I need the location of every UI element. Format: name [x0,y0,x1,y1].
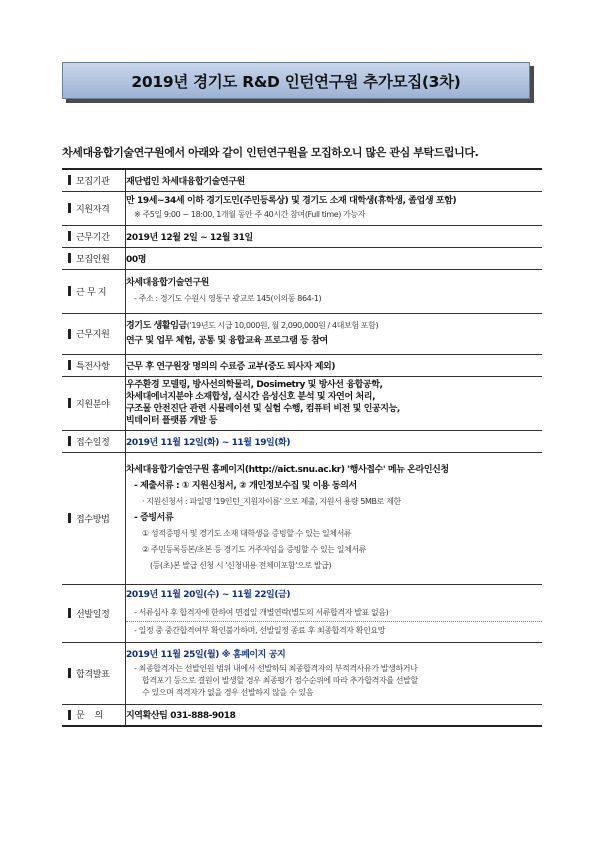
bullet-square-icon [68,286,71,296]
select-value [126,584,543,642]
title-banner [62,62,532,102]
label-cell: 근 무 지 [62,269,126,313]
benefit-value: 근무 후 연구원장 명의의 수료증 교부(중도 퇴사자 제외) [126,354,543,376]
place-value [126,269,543,313]
bullet-square-icon [68,608,71,618]
period-value: 2019년 12월 2일 ~ 12월 31일 [126,225,543,247]
row-benefit [62,354,542,376]
row-method [62,452,542,584]
method-line6: ② 주민등록등본/초본 등 경기도 거주자임을 증빙할 수 있는 일체서류 [142,545,367,554]
support-line1: 경기도 생활임금('19년도 시급 10,000원, 월 2,090,000원 / 4대보험 포함) [126,321,379,331]
bullet-square-icon [68,253,71,263]
result-line4: 수 있으며 적격자가 없을 경우 선발하지 않을 수 있음 [142,687,314,697]
bullet-square-icon [68,398,71,408]
bullet-square-icon [68,513,71,523]
row-support [62,313,542,354]
bullet-square-icon [68,329,71,339]
method-line1: 차세대융합기술연구원 홈페이지(http://aict.snu.ac.kr) '행사접수' 메뉴 온라인신청 [126,465,449,475]
result-line3: 합격포기 등으로 결원이 발생할 경우 최종평가 점수순위에 따라 추가합격자를 선발할 [142,675,418,685]
row-schedule [62,430,542,452]
select-line3: - 일정 중 중간합격여부 확인불가하며, 선발일정 종료 후 최종합격자 확인요망 [126,621,542,639]
count-value: 00명 [126,247,543,269]
qual-line2: ※ 주5일 9:00 ~ 18:00, 1개월 동안 주 40시간 참여(Full time) 가능자 [134,210,366,219]
row-result [62,642,542,704]
method-line7: (등(초)본 발급 신청 시 '신청내용 전체미포함'으로 발급) [150,561,332,570]
bullet-square-icon [68,668,71,678]
label-cell: 모집인원 [62,247,126,269]
row-org [62,169,542,191]
label-cell: 근무지원 [62,313,126,354]
row-select [62,584,542,642]
method-value [126,452,543,584]
bullet-square-icon [68,203,71,213]
field-line: 우주환경 모델링, 방사선의학물리, Dosimetry 및 방사선 융합공학, [126,380,383,390]
result-line2: - 최종합격자는 선발인원 범위 내에서 선발하되 최종합격자의 부적격사유가 발생하거나 [134,663,418,673]
label-cell: 특전사항 [62,354,126,376]
row-contact [62,704,542,726]
label-cell: 접수방법 [62,452,126,584]
row-qual [62,191,542,225]
bullet-square-icon [68,175,71,185]
label-cell: 합격발표 [62,642,126,704]
org-value: 재단법인 차세대융합기술연구원 [126,169,543,191]
contact-value: 지역확산팀 031-888-9018 [126,704,543,726]
place-line1: 차세대융합기술연구원 [126,278,209,288]
label-cell: 지원분야 [62,376,126,430]
schedule-value: 2019년 11월 12일(화) ~ 11월 19일(화) [126,430,543,452]
page-title: 2019년 경기도 R&D 인턴연구원 추가모집(3차) [62,62,530,99]
label-cell: 지원자격 [62,191,126,225]
label-cell: 문 의 [62,704,126,726]
select-line2: - 서류심사 후 합격자에 한하여 면접일 개별연락(별도의 서류합격자 발표 없음) [134,608,389,617]
support-value [126,313,543,354]
field-line: 빅데이터 플랫폼 개발 등 [126,416,218,426]
field-line: 구조물 안전진단 관련 시뮬레이션 및 실험 수행, 컴퓨터 비전 및 인공지능, [126,404,400,414]
bullet-square-icon [68,436,71,446]
method-line4: - 증빙서류 [134,513,174,523]
method-line5: ① 성적증명서 및 경기도 소재 대학생을 증빙할 수 있는 일체서류 [142,529,352,538]
result-line1: 2019년 11월 25일(월) ※ 홈페이지 공지 [126,649,286,660]
bullet-square-icon [68,360,71,370]
row-count [62,247,542,269]
row-field [62,376,542,430]
result-value [126,642,543,704]
support-line2: 연구 및 업무 체험, 공통 및 융합교육 프로그램 등 참여 [126,336,328,346]
field-value [126,376,543,430]
method-line2: - 제출서류 : ① 지원신청서, ② 개인정보수집 및 이용 동의서 [134,481,357,491]
label-cell: 접수일정 [62,430,126,452]
row-place [62,269,542,313]
qual-line1: 만 19세~34세 이하 경기도민(주민등록상) 및 경기도 소재 대학생(휴학생, 졸업생 포함) [126,196,457,206]
row-period [62,225,542,247]
bullet-square-icon [68,710,71,720]
select-line1: 2019년 11월 20일(수) ~ 11월 22일(금) [126,590,291,600]
intro-text: 차세대융합기술연구원에서 아래와 같이 인턴연구원을 모집하오니 많은 관심 부탁드립니다. [62,146,479,159]
recruitment-info-table [62,168,542,727]
label-cell: 선발일정 [62,584,126,642]
qual-value [126,191,543,225]
field-line: 차세대에너지분야 소재합성, 실시간 음성신호 분석 및 자연어 처리, [126,392,376,402]
place-line2: - 주소 : 경기도 수원시 영통구 광교로 145(이의동 864-1) [134,294,322,303]
method-line3: · 지원신청서 : 파일명 '19인턴_지원자이름' 으로 제출, 지원서 용량 5MB로 제한 [142,497,401,506]
label-cell: 근무기간 [62,225,126,247]
label-cell: 모집기관 [62,169,126,191]
bullet-square-icon [68,231,71,241]
